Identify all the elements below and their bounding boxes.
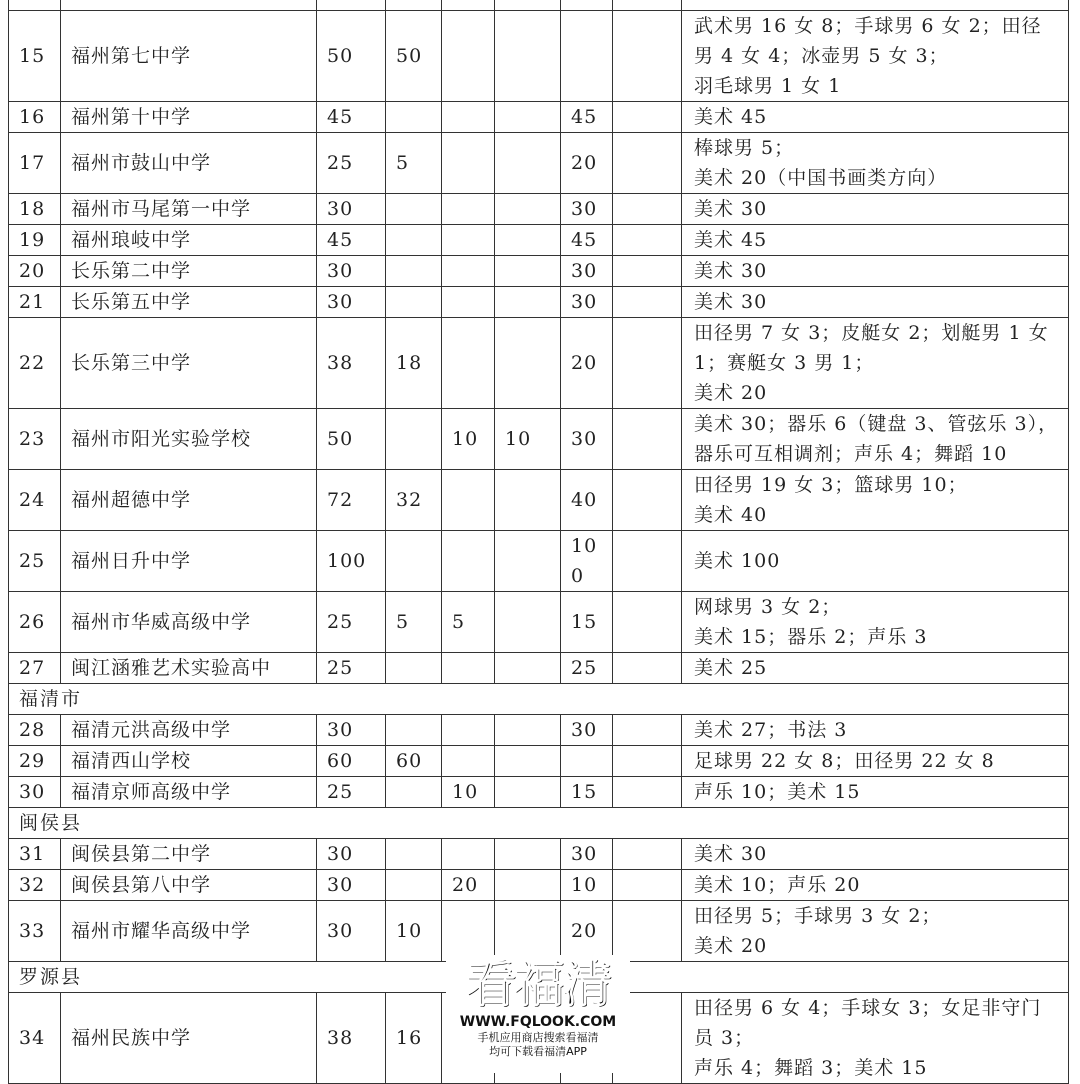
column-6-cell: [613, 470, 682, 531]
specialty-detail-cell: [682, 653, 1069, 684]
specialty-detail-cell: [682, 993, 1069, 1084]
specialty-detail-cell: [682, 102, 1069, 133]
column-4-cell: [495, 194, 561, 225]
table-row: [9, 318, 1069, 409]
sports-quota-cell: 32: [386, 470, 442, 531]
specialty-detail-line: 美术 15；器乐 2；声乐 3: [694, 626, 928, 648]
row-number-cell: 19: [9, 225, 61, 256]
column-3-cell: [442, 256, 495, 287]
school-name-cell: 福州第十中学: [61, 102, 317, 133]
specialty-detail-cell: [682, 777, 1069, 808]
column-4-cell: [495, 653, 561, 684]
column-3-cell: [442, 531, 495, 592]
specialty-detail-line: 田径男 19 女 3；篮球男 10；: [694, 474, 968, 496]
specialty-detail-cell: [682, 746, 1069, 777]
school-name-cell: 福州市耀华高级中学: [61, 901, 317, 962]
specialty-detail-line: 田径男 6 女 4；手球女 3；女足非守门: [694, 997, 1042, 1019]
column-6-cell: [613, 715, 682, 746]
column-3-cell: [442, 133, 495, 194]
table-row: [9, 901, 1069, 962]
school-name-cell: 福州日升中学: [61, 531, 317, 592]
art-quota-cell: 20: [561, 901, 613, 962]
column-6-cell: [613, 409, 682, 470]
column-3-cell: [442, 715, 495, 746]
specialty-detail-line: 美术 45: [694, 106, 768, 128]
row-number-cell: 23: [9, 409, 61, 470]
column-3-cell: [442, 194, 495, 225]
specialty-detail-line: 器乐可互相调剂；声乐 4；舞蹈 10: [694, 443, 1008, 465]
region-label: 闽侯县: [9, 808, 1069, 839]
row-number-cell: 24: [9, 470, 61, 531]
specialty-detail-line: 美术 30: [694, 291, 768, 313]
art-quota-cell: 20: [561, 133, 613, 194]
table-row: [9, 409, 1069, 470]
art-quota-cell: [561, 11, 613, 102]
row-number-cell: 26: [9, 592, 61, 653]
column-3-cell: 10: [442, 409, 495, 470]
column-6-cell: [613, 225, 682, 256]
school-name-cell: 福州市鼓山中学: [61, 133, 317, 194]
column-6-cell: [613, 0, 682, 11]
watermark-url: WWW.FQLOOK.COM: [459, 1014, 617, 1030]
specialty-detail-cell: [682, 287, 1069, 318]
total-quota-cell: 30: [317, 256, 386, 287]
column-6-cell: [613, 901, 682, 962]
specialty-detail-cell: [682, 11, 1069, 102]
specialty-detail-cell: [682, 318, 1069, 409]
table-row: [9, 225, 1069, 256]
total-quota-cell: 50: [317, 409, 386, 470]
total-quota-cell: 100: [317, 531, 386, 592]
art-quota-cell: 10: [561, 870, 613, 901]
school-name-cell: 福州市马尾第一中学: [61, 194, 317, 225]
art-quota-cell: 15: [561, 777, 613, 808]
table-row: [9, 256, 1069, 287]
table-row: [9, 470, 1069, 531]
row-number-cell: 21: [9, 287, 61, 318]
school-name-cell: 长乐第二中学: [61, 256, 317, 287]
row-number-cell: 33: [9, 901, 61, 962]
column-3-cell: [442, 839, 495, 870]
column-3-cell: [442, 11, 495, 102]
row-number-cell: 17: [9, 133, 61, 194]
table-row: [9, 287, 1069, 318]
specialty-detail-line: 员 3；: [694, 1027, 755, 1049]
table-row: [9, 0, 1069, 11]
sports-quota-cell: [386, 531, 442, 592]
art-quota-cell: 30: [561, 287, 613, 318]
table-row: [9, 715, 1069, 746]
sports-quota-cell: [386, 256, 442, 287]
school-name-cell: 福州市华威高级中学: [61, 592, 317, 653]
sports-quota-cell: [386, 225, 442, 256]
total-quota-cell: 38: [317, 993, 386, 1084]
column-4-cell: [495, 470, 561, 531]
art-quota-cell: [561, 0, 613, 11]
table-row: [9, 102, 1069, 133]
art-quota-cell: 15: [561, 592, 613, 653]
art-quota-cell: [561, 746, 613, 777]
specialty-detail-cell: [682, 901, 1069, 962]
specialty-detail-cell: [682, 715, 1069, 746]
row-number-cell: 32: [9, 870, 61, 901]
column-6-cell: [613, 256, 682, 287]
column-6-cell: [613, 531, 682, 592]
column-6-cell: [613, 746, 682, 777]
specialty-detail-cell: [682, 839, 1069, 870]
column-4-cell: [495, 839, 561, 870]
column-4-cell: [495, 901, 561, 962]
school-name-cell: 长乐第五中学: [61, 287, 317, 318]
table-row: [9, 133, 1069, 194]
region-row: [9, 684, 1069, 715]
table-row: [9, 870, 1069, 901]
sports-quota-cell: [386, 0, 442, 11]
watermark-line-2: 均可下载看福清APP: [489, 1045, 587, 1058]
specialty-detail-line: 美术 20: [694, 382, 768, 404]
table-row: [9, 839, 1069, 870]
column-4-cell: [495, 318, 561, 409]
column-6-cell: [613, 11, 682, 102]
site-watermark: [446, 955, 630, 1073]
art-quota-cell: 30: [561, 715, 613, 746]
column-4-cell: 10: [495, 409, 561, 470]
row-number-cell: 31: [9, 839, 61, 870]
art-quota-cell: 30: [561, 194, 613, 225]
sports-quota-cell: [386, 839, 442, 870]
table-row: [9, 592, 1069, 653]
column-3-cell: [442, 102, 495, 133]
total-quota-cell: 45: [317, 102, 386, 133]
school-name-cell: 长乐第三中学: [61, 318, 317, 409]
specialty-detail-line: 美术 30: [694, 198, 768, 220]
specialty-detail-line: 美术 20（中国书画类方向）: [694, 167, 948, 189]
specialty-detail-line: 武术男 16 女 8；手球男 6 女 2；田径: [694, 15, 1042, 37]
art-quota-cell: 20: [561, 318, 613, 409]
specialty-detail-line: 美术 30: [694, 843, 768, 865]
column-4-cell: [495, 531, 561, 592]
school-name-cell: 福州市阳光实验学校: [61, 409, 317, 470]
column-6-cell: [613, 777, 682, 808]
total-quota-cell: 30: [317, 839, 386, 870]
total-quota-cell: 30: [317, 870, 386, 901]
specialty-detail-line: 美术 27；书法 3: [694, 719, 848, 741]
column-6-cell: [613, 102, 682, 133]
sports-quota-cell: [386, 194, 442, 225]
column-4-cell: [495, 225, 561, 256]
school-name-cell: 福州第七中学: [61, 11, 317, 102]
watermark-line-1: 手机应用商店搜索看福清: [477, 1031, 599, 1044]
total-quota-cell: 30: [317, 287, 386, 318]
specialty-detail-line: 1；赛艇女 3 男 1；: [694, 352, 875, 374]
total-quota-cell: 30: [317, 194, 386, 225]
school-name-cell: 闽侯县第八中学: [61, 870, 317, 901]
column-6-cell: [613, 318, 682, 409]
specialty-detail-line: 美术 45: [694, 229, 768, 251]
specialty-detail-cell: [682, 531, 1069, 592]
specialty-detail-cell: [682, 256, 1069, 287]
row-number-cell: 34: [9, 993, 61, 1084]
row-number-cell: 27: [9, 653, 61, 684]
row-number-cell: 22: [9, 318, 61, 409]
art-quota-cell: 25: [561, 653, 613, 684]
school-name-cell: 福清元洪高级中学: [61, 715, 317, 746]
specialty-detail-line: 美术 30: [694, 260, 768, 282]
row-number-cell: 20: [9, 256, 61, 287]
school-name-cell: 闽江涵雅艺术实验高中: [61, 653, 317, 684]
column-4-cell: [495, 870, 561, 901]
school-name-cell: [61, 0, 317, 11]
specialty-detail-line: 田径男 7 女 3；皮艇女 2；划艇男 1 女: [694, 322, 1049, 344]
school-name-cell: 福清西山学校: [61, 746, 317, 777]
sports-quota-cell: [386, 715, 442, 746]
table-row: [9, 11, 1069, 102]
art-quota-cell: 30: [561, 256, 613, 287]
column-6-cell: [613, 870, 682, 901]
column-4-cell: [495, 256, 561, 287]
specialty-detail-cell: [682, 225, 1069, 256]
specialty-detail-line: 美术 30；器乐 6（键盘 3、管弦乐 3），: [694, 413, 1059, 435]
total-quota-cell: 25: [317, 592, 386, 653]
column-4-cell: [495, 102, 561, 133]
column-4-cell: [495, 0, 561, 11]
column-3-cell: 10: [442, 777, 495, 808]
column-4-cell: [495, 777, 561, 808]
specialty-detail-line: 羽毛球男 1 女 1: [694, 75, 842, 97]
specialty-detail-line: 田径男 5；手球男 3 女 2；: [694, 905, 942, 927]
sports-quota-cell: 5: [386, 133, 442, 194]
column-6-cell: [613, 287, 682, 318]
column-6-cell: [613, 653, 682, 684]
school-name-cell: 福州琅岐中学: [61, 225, 317, 256]
sports-quota-cell: 10: [386, 901, 442, 962]
column-3-cell: 20: [442, 870, 495, 901]
sports-quota-cell: 50: [386, 11, 442, 102]
specialty-detail-cell: [682, 470, 1069, 531]
sports-quota-cell: [386, 870, 442, 901]
specialty-detail-line: 网球男 3 女 2；: [694, 596, 842, 618]
sports-quota-cell: [386, 102, 442, 133]
specialty-detail-line: 男 4 女 4；冰壶男 5 女 3；: [694, 45, 949, 67]
admission-table: [8, 0, 1069, 1084]
sports-quota-cell: [386, 777, 442, 808]
total-quota-cell: [317, 0, 386, 11]
school-name-cell: 福清京师高级中学: [61, 777, 317, 808]
specialty-detail-cell: [682, 592, 1069, 653]
table-row: [9, 777, 1069, 808]
column-3-cell: [442, 318, 495, 409]
row-number-cell: 29: [9, 746, 61, 777]
art-quota-cell: 45: [561, 225, 613, 256]
column-4-cell: [495, 133, 561, 194]
sports-quota-cell: [386, 287, 442, 318]
column-3-cell: [442, 653, 495, 684]
column-4-cell: [495, 592, 561, 653]
total-quota-cell: 25: [317, 653, 386, 684]
total-quota-cell: 60: [317, 746, 386, 777]
specialty-detail-line: 声乐 4；舞蹈 3；美术 15: [694, 1057, 928, 1079]
row-number-cell: 30: [9, 777, 61, 808]
art-quota-cell: 30: [561, 839, 613, 870]
column-4-cell: [495, 11, 561, 102]
specialty-detail-cell: [682, 0, 1069, 11]
table-row: [9, 653, 1069, 684]
column-4-cell: [495, 746, 561, 777]
specialty-detail-line: 足球男 22 女 8；田径男 22 女 8: [694, 750, 995, 772]
total-quota-cell: 72: [317, 470, 386, 531]
column-3-cell: [442, 470, 495, 531]
sports-quota-cell: 18: [386, 318, 442, 409]
art-quota-cell: 10 0: [561, 531, 613, 592]
column-6-cell: [613, 592, 682, 653]
total-quota-cell: 30: [317, 715, 386, 746]
specialty-detail-cell: [682, 870, 1069, 901]
total-quota-cell: 50: [317, 11, 386, 102]
watermark-logo-text: 看福清: [466, 955, 610, 1013]
column-3-cell: [442, 746, 495, 777]
sports-quota-cell: 60: [386, 746, 442, 777]
column-3-cell: [442, 0, 495, 11]
row-number-cell: 15: [9, 11, 61, 102]
row-number-cell: [9, 0, 61, 11]
total-quota-cell: 25: [317, 133, 386, 194]
total-quota-cell: 30: [317, 901, 386, 962]
school-name-cell: 福州民族中学: [61, 993, 317, 1084]
specialty-detail-line: 美术 40: [694, 504, 768, 526]
specialty-detail-line: 美术 100: [694, 550, 781, 572]
school-name-cell: 闽侯县第二中学: [61, 839, 317, 870]
table-row: [9, 531, 1069, 592]
specialty-detail-line: 美术 10；声乐 20: [694, 874, 861, 896]
specialty-detail-line: 美术 20: [694, 935, 768, 957]
column-3-cell: [442, 901, 495, 962]
column-6-cell: [613, 133, 682, 194]
table-row: [9, 746, 1069, 777]
art-quota-cell: 45: [561, 102, 613, 133]
row-number-cell: 16: [9, 102, 61, 133]
sports-quota-cell: [386, 409, 442, 470]
row-number-cell: 25: [9, 531, 61, 592]
column-3-cell: 5: [442, 592, 495, 653]
total-quota-cell: 25: [317, 777, 386, 808]
school-name-cell: 福州超德中学: [61, 470, 317, 531]
column-6-cell: [613, 839, 682, 870]
row-number-cell: 18: [9, 194, 61, 225]
sports-quota-cell: [386, 653, 442, 684]
total-quota-cell: 38: [317, 318, 386, 409]
column-3-cell: [442, 287, 495, 318]
sports-quota-cell: 5: [386, 592, 442, 653]
specialty-detail-line: 声乐 10；美术 15: [694, 781, 861, 803]
region-label: 福清市: [9, 684, 1069, 715]
column-4-cell: [495, 287, 561, 318]
sports-quota-cell: 16: [386, 993, 442, 1084]
column-4-cell: [495, 715, 561, 746]
specialty-detail-cell: [682, 409, 1069, 470]
column-3-cell: [442, 225, 495, 256]
art-quota-cell: 40: [561, 470, 613, 531]
total-quota-cell: 45: [317, 225, 386, 256]
region-label: 罗源县: [9, 962, 1069, 993]
specialty-detail-line: 美术 25: [694, 657, 768, 679]
specialty-detail-cell: [682, 194, 1069, 225]
row-number-cell: 28: [9, 715, 61, 746]
table-row: [9, 194, 1069, 225]
specialty-detail-cell: [682, 133, 1069, 194]
region-row: [9, 808, 1069, 839]
art-quota-cell: 30: [561, 409, 613, 470]
column-6-cell: [613, 194, 682, 225]
specialty-detail-line: 棒球男 5；: [694, 137, 795, 159]
